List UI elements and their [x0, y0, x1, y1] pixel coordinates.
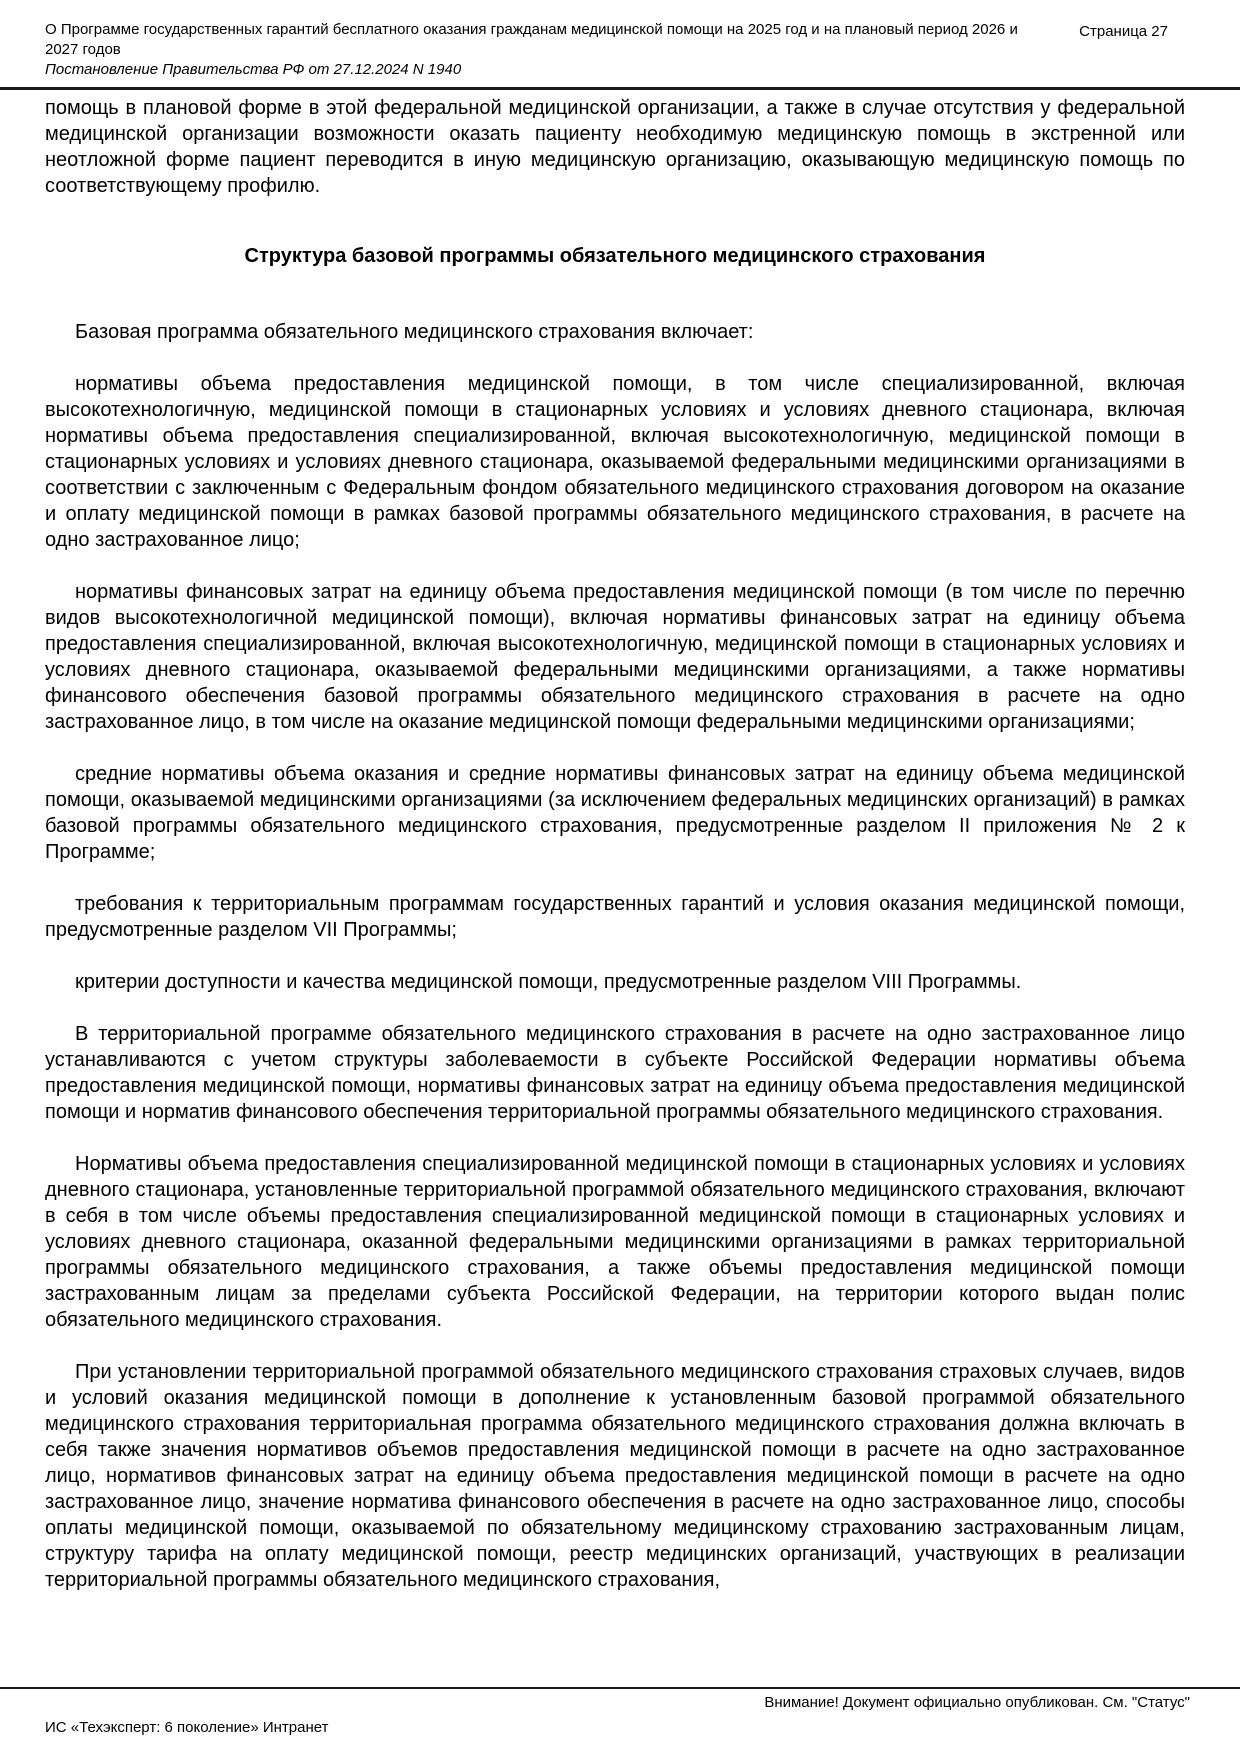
page-header [45, 20, 1195, 80]
paragraph: При установлении территориальной программой обязательного медицинского страхования страховых случаев, видов и условий оказания медицинской помощи в дополнение к установленным базовой программой обязательного медицинского страхования территориальная программа обязательного медицинского страхования должна включать в себя также значения нормативов объемов предоставления медицинской помощи в расчете на одно застрахованное лицо, нормативов финансовых затрат на единицу объема предоставления медицинской помощи в расчете на одно застрахованное лицо, значение норматива финансового обеспечения в расчете на одно застрахованное лицо, способы оплаты медицинской помощи, оказываемой по обязательному медицинскому страхованию застрахованным лицам, структуру тарифа на оплату медицинской помощи, реестр медицинских организаций, участвующих в реализации территориальной программы обязательного медицинского страхования, [45, 1361, 1185, 1591]
paragraph: Нормативы объема предоставления специализированной медицинской помощи в стационарных условиях и условиях дневного стационара, установленные территориальной программой обязательного медицинского страхования, включают в себя в том числе объемы предоставления специализированной медицинской помощи в стационарных условиях и условиях дневного стационара, оказанной федеральными медицинскими организациями в рамках территориальной программы обязательного медицинского страхования, а также объемы предоставления медицинской помощи застрахованным лицам за пределами субъекта Российской Федерации, на территории которого выдан полис обязательного медицинского страхования. [45, 1153, 1185, 1331]
document-subtitle: Постановление Правительства РФ от 27.12.2024 N 1940 [45, 61, 462, 78]
footer-source: ИС «Техэксперт: 6 поколение» Интранет [45, 1719, 329, 1736]
paragraph: критерии доступности и качества медицинской помощи, предусмотренные разделом VIII Программы. [75, 971, 1022, 993]
paragraph: средние нормативы объема оказания и средние нормативы финансовых затрат на единицу объема медицинской помощи, оказываемой медицинскими организациями (за исключением федеральных медицинских организаций) в рамках базовой программы обязательного медицинского страхования, предусмотренные разделом II приложения № 2 к Программе; [45, 763, 1185, 863]
paragraph: В территориальной программе обязательного медицинского страхования в расчете на одно застрахованное лицо устанавливаются с учетом структуры заболеваемости в субъекте Российской Федерации нормативы объема предоставления медицинской помощи, нормативы финансовых затрат на единицу объема предоставления медицинской помощи и норматив финансового обеспечения территориальной программы обязательного медицинского страхования. [45, 1023, 1185, 1123]
paragraph: требования к территориальным программам государственных гарантий и условия оказания медицинской помощи, предусмотренные разделом VII Программы; [45, 893, 1185, 941]
document-title: О Программе государственных гарантий бесплатного оказания гражданам медицинской помощи на 2025 год и на плановый период 2026 и 2027 годов [45, 21, 1018, 58]
continuation-paragraph: помощь в плановой форме в этой федеральной медицинской организации, а также в случае отсутствия у федеральной медицинской организации возможности оказать пациенту необходимую медицинскую помощь в экстренной или неотложной форме пациент переводится в иную медицинскую организацию, оказывающую медицинскую помощь по соответствующему профилю. [45, 97, 1185, 197]
paragraph: нормативы финансовых затрат на единицу объема предоставления медицинской помощи (в том числе по перечню видов высокотехнологичной медицинской помощи), включая нормативы финансовых затрат на единицу объема предоставления специализированной, включая высокотехнологичную, медицинской помощи в стационарных условиях и условиях дневного стационара, оказываемой федеральными медицинскими организациями, а также нормативы финансового обеспечения базовой программы обязательного медицинского страхования в расчете на одно застрахованное лицо, в том числе на оказание медицинской помощи федеральными медицинскими организациями; [45, 581, 1185, 733]
footer-divider [0, 1687, 1240, 1689]
paragraph: нормативы объема предоставления медицинской помощи, в том числе специализированной, включая высокотехнологичную, медицинской помощи в стационарных условиях и условиях дневного стационара, включая нормативы объема предоставления специализированной, включая высокотехнологичную, медицинской помощи в стационарных условиях и условиях дневного стационара, оказываемой федеральными медицинскими организациями в соответствии с заключенным с Федеральным фондом обязательного медицинского страхования договором на оказание и оплату медицинской помощи в рамках базовой программы обязательного медицинского страхования, в расчете на одно застрахованное лицо; [45, 373, 1185, 551]
header-divider [0, 87, 1240, 90]
section-heading: Структура базовой программы обязательного медицинского страхования [244, 245, 986, 267]
document-body [45, 95, 1185, 1683]
lead-paragraph: Базовая программа обязательного медицинского страхования включает: [75, 321, 754, 343]
page-number-label: Страница 27 [1079, 23, 1168, 40]
footer-notice: Внимание! Документ официально опубликован. См. "Статус" [764, 1694, 1190, 1711]
